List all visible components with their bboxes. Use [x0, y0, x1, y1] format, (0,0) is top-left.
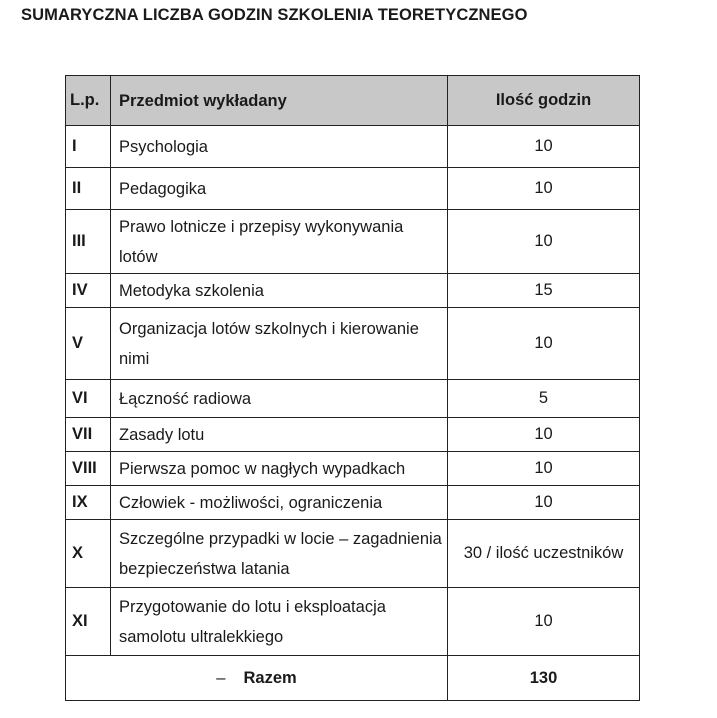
row-lp: X — [66, 520, 111, 588]
header-hours: Ilość godzin — [448, 76, 640, 126]
row-lp: VI — [66, 380, 111, 418]
hours-table — [65, 75, 640, 701]
row-hours: 10 — [448, 126, 640, 168]
row-subject: Człowiek - możliwości, ograniczenia — [111, 486, 448, 520]
row-subject: Pedagogika — [111, 168, 448, 210]
table-row — [66, 168, 640, 210]
table-row — [66, 308, 640, 380]
row-subject: Zasady lotu — [111, 418, 448, 452]
row-lp: V — [66, 308, 111, 380]
table-header — [66, 76, 640, 126]
row-hours: 30 / ilość uczestników — [448, 520, 640, 588]
table-row — [66, 210, 640, 274]
row-subject: Szczególne przypadki w locie – zagadnienia bezpieczeństwa latania — [111, 520, 448, 588]
table-row — [66, 486, 640, 520]
row-subject: Metodyka szkolenia — [111, 274, 448, 308]
total-dash: – — [216, 668, 226, 687]
row-subject: Łączność radiowa — [111, 380, 448, 418]
row-subject: Przygotowanie do lotu i eksploatacja samolotu ultralekkiego — [111, 588, 448, 656]
table-row — [66, 380, 640, 418]
table-row — [66, 452, 640, 486]
table-row — [66, 126, 640, 168]
row-subject: Psychologia — [111, 126, 448, 168]
row-lp: VIII — [66, 452, 111, 486]
table-row — [66, 588, 640, 656]
row-hours: 10 — [448, 486, 640, 520]
total-row — [66, 656, 640, 701]
row-lp: II — [66, 168, 111, 210]
row-subject: Pierwsza pomoc w nagłych wypadkach — [111, 452, 448, 486]
total-label: Razem — [243, 668, 297, 687]
row-lp: I — [66, 126, 111, 168]
row-hours: 10 — [448, 418, 640, 452]
row-lp: XI — [66, 588, 111, 656]
row-lp: IV — [66, 274, 111, 308]
table-row — [66, 520, 640, 588]
row-lp: III — [66, 210, 111, 274]
row-hours: 15 — [448, 274, 640, 308]
row-subject: Organizacja lotów szkolnych i kierowanie nimi — [111, 308, 448, 380]
table-row — [66, 418, 640, 452]
row-lp: VII — [66, 418, 111, 452]
page-title: SUMARYCZNA LICZBA GODZIN SZKOLENIA TEORETYCZNEGO — [21, 6, 528, 24]
header-lp: L.p. — [66, 76, 111, 126]
row-hours: 5 — [448, 380, 640, 418]
row-hours: 10 — [448, 210, 640, 274]
total-label-cell — [66, 656, 448, 701]
row-hours: 10 — [448, 308, 640, 380]
row-hours: 10 — [448, 452, 640, 486]
row-subject: Prawo lotnicze i przepisy wykonywania lotów — [111, 210, 448, 274]
row-hours: 10 — [448, 168, 640, 210]
table-row — [66, 274, 640, 308]
header-subject: Przedmiot wykładany — [111, 76, 448, 126]
row-lp: IX — [66, 486, 111, 520]
row-hours: 10 — [448, 588, 640, 656]
total-hours: 130 — [448, 656, 640, 701]
